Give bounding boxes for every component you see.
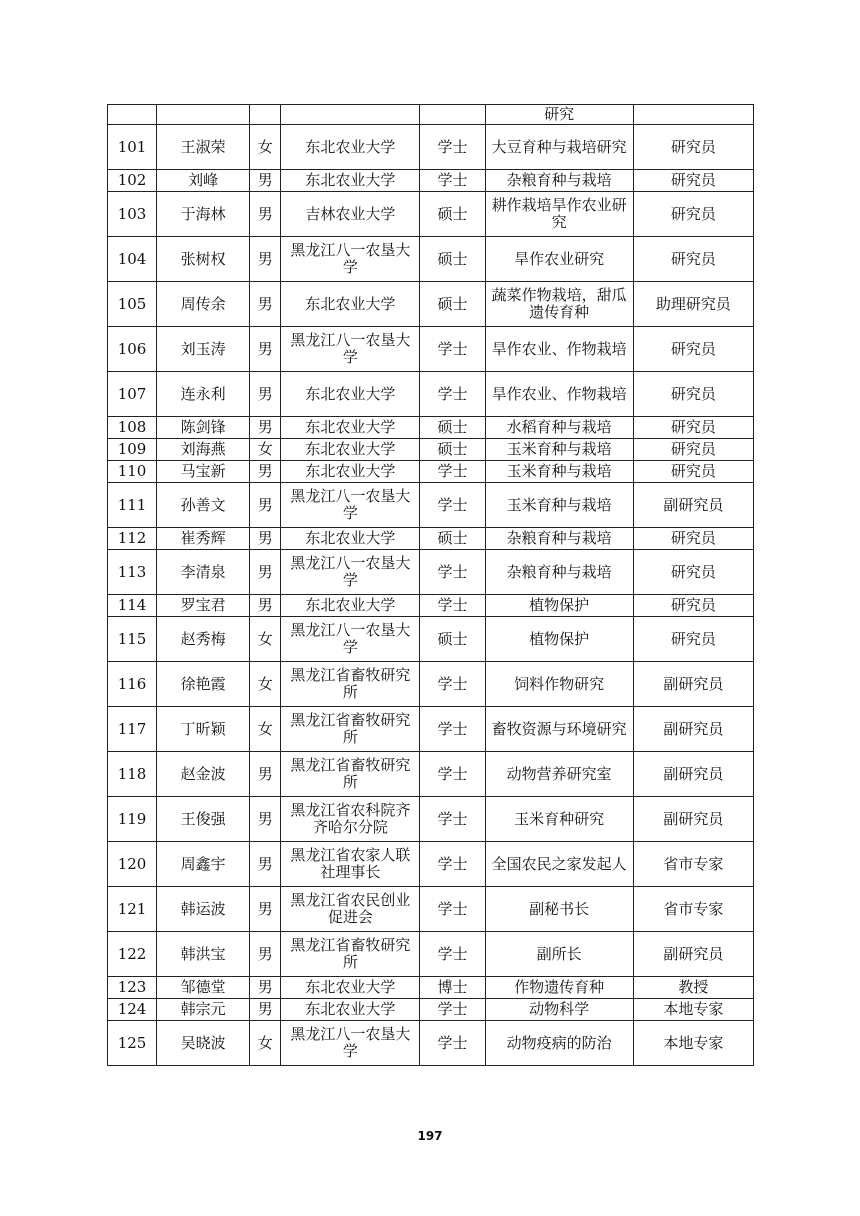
degree-cell: 学士 bbox=[420, 327, 485, 372]
school-cell: 东北农业大学 bbox=[281, 170, 420, 192]
no-cell: 110 bbox=[108, 461, 157, 483]
name-cell: 徐艳霞 bbox=[157, 662, 250, 707]
gender-cell: 男 bbox=[250, 999, 281, 1021]
research-cell: 全国农民之家发起人 bbox=[485, 842, 633, 887]
no-cell: 118 bbox=[108, 752, 157, 797]
name-cell: 邹德堂 bbox=[157, 977, 250, 999]
gender-cell: 男 bbox=[250, 797, 281, 842]
research-cell: 动物营养研究室 bbox=[485, 752, 633, 797]
title-cell bbox=[633, 105, 753, 125]
title-cell: 副研究员 bbox=[633, 707, 753, 752]
table-row bbox=[108, 932, 754, 977]
school-cell: 东北农业大学 bbox=[281, 372, 420, 417]
title-cell: 研究员 bbox=[633, 417, 753, 439]
name-cell: 陈剑锋 bbox=[157, 417, 250, 439]
title-cell: 研究员 bbox=[633, 461, 753, 483]
school-cell: 黑龙江八一农垦大学 bbox=[281, 1021, 420, 1066]
school-cell: 黑龙江省农民创业促进会 bbox=[281, 887, 420, 932]
no-cell: 103 bbox=[108, 192, 157, 237]
degree-cell: 学士 bbox=[420, 372, 485, 417]
title-cell: 省市专家 bbox=[633, 842, 753, 887]
school-cell: 东北农业大学 bbox=[281, 461, 420, 483]
table-row bbox=[108, 372, 754, 417]
research-cell: 植物保护 bbox=[485, 617, 633, 662]
school-cell: 东北农业大学 bbox=[281, 977, 420, 999]
research-cell: 耕作栽培旱作农业研究 bbox=[485, 192, 633, 237]
gender-cell: 男 bbox=[250, 192, 281, 237]
no-cell: 125 bbox=[108, 1021, 157, 1066]
no-cell: 119 bbox=[108, 797, 157, 842]
research-cell: 大豆育种与栽培研究 bbox=[485, 125, 633, 170]
table-row bbox=[108, 999, 754, 1021]
school-cell: 东北农业大学 bbox=[281, 999, 420, 1021]
research-cell: 畜牧资源与环境研究 bbox=[485, 707, 633, 752]
no-cell: 107 bbox=[108, 372, 157, 417]
table-row bbox=[108, 842, 754, 887]
no-cell: 109 bbox=[108, 439, 157, 461]
degree-cell: 硕士 bbox=[420, 528, 485, 550]
name-cell: 周传余 bbox=[157, 282, 250, 327]
title-cell: 副研究员 bbox=[633, 662, 753, 707]
title-cell: 研究员 bbox=[633, 192, 753, 237]
school-cell: 东北农业大学 bbox=[281, 125, 420, 170]
degree-cell: 学士 bbox=[420, 125, 485, 170]
school-cell: 东北农业大学 bbox=[281, 439, 420, 461]
research-cell: 研究 bbox=[485, 105, 633, 125]
name-cell: 刘峰 bbox=[157, 170, 250, 192]
school-cell: 黑龙江八一农垦大学 bbox=[281, 327, 420, 372]
no-cell: 122 bbox=[108, 932, 157, 977]
no-cell: 106 bbox=[108, 327, 157, 372]
no-cell: 116 bbox=[108, 662, 157, 707]
name-cell: 韩洪宝 bbox=[157, 932, 250, 977]
title-cell: 本地专家 bbox=[633, 999, 753, 1021]
school-cell: 黑龙江省畜牧研究所 bbox=[281, 662, 420, 707]
research-cell: 杂粮育种与栽培 bbox=[485, 550, 633, 595]
no-cell: 117 bbox=[108, 707, 157, 752]
gender-cell: 女 bbox=[250, 439, 281, 461]
table-row bbox=[108, 707, 754, 752]
degree-cell: 学士 bbox=[420, 662, 485, 707]
research-cell: 玉米育种与栽培 bbox=[485, 439, 633, 461]
no-cell: 108 bbox=[108, 417, 157, 439]
school-cell: 东北农业大学 bbox=[281, 595, 420, 617]
table-row bbox=[108, 327, 754, 372]
no-cell: 105 bbox=[108, 282, 157, 327]
degree-cell: 学士 bbox=[420, 932, 485, 977]
title-cell: 副研究员 bbox=[633, 932, 753, 977]
no-cell: 123 bbox=[108, 977, 157, 999]
gender-cell: 男 bbox=[250, 528, 281, 550]
research-cell: 动物疫病的防治 bbox=[485, 1021, 633, 1066]
school-cell: 黑龙江八一农垦大学 bbox=[281, 550, 420, 595]
no-cell: 104 bbox=[108, 237, 157, 282]
name-cell: 连永利 bbox=[157, 372, 250, 417]
school-cell: 东北农业大学 bbox=[281, 417, 420, 439]
table-row bbox=[108, 170, 754, 192]
title-cell: 研究员 bbox=[633, 550, 753, 595]
school-cell: 黑龙江省畜牧研究所 bbox=[281, 932, 420, 977]
research-cell: 玉米育种与栽培 bbox=[485, 461, 633, 483]
degree-cell: 学士 bbox=[420, 887, 485, 932]
table-row-continued bbox=[108, 105, 754, 125]
title-cell: 研究员 bbox=[633, 237, 753, 282]
research-cell: 副所长 bbox=[485, 932, 633, 977]
research-cell: 作物遗传育种 bbox=[485, 977, 633, 999]
research-cell: 植物保护 bbox=[485, 595, 633, 617]
school-cell: 黑龙江八一农垦大学 bbox=[281, 483, 420, 528]
table-row bbox=[108, 417, 754, 439]
degree-cell: 硕士 bbox=[420, 617, 485, 662]
table-row bbox=[108, 282, 754, 327]
gender-cell: 男 bbox=[250, 887, 281, 932]
name-cell: 王淑荣 bbox=[157, 125, 250, 170]
gender-cell: 男 bbox=[250, 842, 281, 887]
table-row bbox=[108, 977, 754, 999]
expert-roster-table bbox=[107, 104, 754, 1066]
table-row bbox=[108, 439, 754, 461]
gender-cell: 女 bbox=[250, 617, 281, 662]
name-cell: 崔秀辉 bbox=[157, 528, 250, 550]
research-cell: 玉米育种与栽培 bbox=[485, 483, 633, 528]
name-cell: 刘海燕 bbox=[157, 439, 250, 461]
table-row bbox=[108, 237, 754, 282]
table-row bbox=[108, 887, 754, 932]
name-cell: 于海林 bbox=[157, 192, 250, 237]
gender-cell: 男 bbox=[250, 417, 281, 439]
name-cell: 赵金波 bbox=[157, 752, 250, 797]
no-cell: 121 bbox=[108, 887, 157, 932]
no-cell: 101 bbox=[108, 125, 157, 170]
degree-cell: 硕士 bbox=[420, 417, 485, 439]
name-cell: 孙善文 bbox=[157, 483, 250, 528]
no-cell: 112 bbox=[108, 528, 157, 550]
school-cell: 东北农业大学 bbox=[281, 282, 420, 327]
title-cell: 研究员 bbox=[633, 125, 753, 170]
research-cell: 旱作农业、作物栽培 bbox=[485, 327, 633, 372]
title-cell: 研究员 bbox=[633, 617, 753, 662]
title-cell: 研究员 bbox=[633, 327, 753, 372]
research-cell: 饲料作物研究 bbox=[485, 662, 633, 707]
table-row bbox=[108, 461, 754, 483]
gender-cell: 男 bbox=[250, 595, 281, 617]
degree-cell: 硕士 bbox=[420, 439, 485, 461]
degree-cell: 学士 bbox=[420, 595, 485, 617]
gender-cell: 男 bbox=[250, 327, 281, 372]
no-cell: 114 bbox=[108, 595, 157, 617]
research-cell: 副秘书长 bbox=[485, 887, 633, 932]
roster-body bbox=[108, 105, 754, 1066]
name-cell: 张树权 bbox=[157, 237, 250, 282]
title-cell: 教授 bbox=[633, 977, 753, 999]
degree-cell: 学士 bbox=[420, 999, 485, 1021]
table-row bbox=[108, 192, 754, 237]
gender-cell: 男 bbox=[250, 237, 281, 282]
degree-cell: 学士 bbox=[420, 483, 485, 528]
school-cell: 吉林农业大学 bbox=[281, 192, 420, 237]
gender-cell: 男 bbox=[250, 170, 281, 192]
title-cell: 研究员 bbox=[633, 439, 753, 461]
table-row bbox=[108, 617, 754, 662]
school-cell: 黑龙江省畜牧研究所 bbox=[281, 752, 420, 797]
no-cell: 120 bbox=[108, 842, 157, 887]
degree-cell: 硕士 bbox=[420, 282, 485, 327]
table-row bbox=[108, 797, 754, 842]
degree-cell: 学士 bbox=[420, 550, 485, 595]
title-cell: 研究员 bbox=[633, 170, 753, 192]
title-cell: 副研究员 bbox=[633, 797, 753, 842]
gender-cell: 女 bbox=[250, 125, 281, 170]
degree-cell: 学士 bbox=[420, 797, 485, 842]
no-cell: 111 bbox=[108, 483, 157, 528]
school-cell: 东北农业大学 bbox=[281, 528, 420, 550]
degree-cell: 学士 bbox=[420, 461, 485, 483]
table-row bbox=[108, 662, 754, 707]
no-cell: 102 bbox=[108, 170, 157, 192]
table-row bbox=[108, 1021, 754, 1066]
no-cell: 113 bbox=[108, 550, 157, 595]
gender-cell: 男 bbox=[250, 461, 281, 483]
degree-cell: 学士 bbox=[420, 752, 485, 797]
gender-cell: 男 bbox=[250, 483, 281, 528]
degree-cell: 学士 bbox=[420, 842, 485, 887]
name-cell: 周鑫宇 bbox=[157, 842, 250, 887]
gender-cell: 男 bbox=[250, 752, 281, 797]
research-cell: 动物科学 bbox=[485, 999, 633, 1021]
degree-cell: 学士 bbox=[420, 1021, 485, 1066]
no-cell bbox=[108, 105, 157, 125]
gender-cell: 女 bbox=[250, 1021, 281, 1066]
school-cell: 黑龙江省农家人联社理事长 bbox=[281, 842, 420, 887]
title-cell: 研究员 bbox=[633, 372, 753, 417]
name-cell: 丁昕颖 bbox=[157, 707, 250, 752]
title-cell: 本地专家 bbox=[633, 1021, 753, 1066]
gender-cell: 男 bbox=[250, 977, 281, 999]
school-cell: 黑龙江省农科院齐齐哈尔分院 bbox=[281, 797, 420, 842]
name-cell: 罗宝君 bbox=[157, 595, 250, 617]
school-cell bbox=[281, 105, 420, 125]
name-cell: 韩运波 bbox=[157, 887, 250, 932]
research-cell: 旱作农业、作物栽培 bbox=[485, 372, 633, 417]
title-cell: 副研究员 bbox=[633, 752, 753, 797]
gender-cell: 男 bbox=[250, 550, 281, 595]
name-cell: 马宝新 bbox=[157, 461, 250, 483]
title-cell: 助理研究员 bbox=[633, 282, 753, 327]
degree-cell: 学士 bbox=[420, 707, 485, 752]
no-cell: 124 bbox=[108, 999, 157, 1021]
name-cell: 王俊强 bbox=[157, 797, 250, 842]
research-cell: 杂粮育种与栽培 bbox=[485, 528, 633, 550]
school-cell: 黑龙江八一农垦大学 bbox=[281, 617, 420, 662]
page-number: 197 bbox=[417, 1129, 443, 1143]
title-cell: 研究员 bbox=[633, 595, 753, 617]
research-cell: 玉米育种研究 bbox=[485, 797, 633, 842]
name-cell: 韩宗元 bbox=[157, 999, 250, 1021]
degree-cell: 学士 bbox=[420, 170, 485, 192]
title-cell: 省市专家 bbox=[633, 887, 753, 932]
gender-cell: 男 bbox=[250, 932, 281, 977]
name-cell: 吴晓波 bbox=[157, 1021, 250, 1066]
gender-cell: 男 bbox=[250, 372, 281, 417]
research-cell: 杂粮育种与栽培 bbox=[485, 170, 633, 192]
school-cell: 黑龙江省畜牧研究所 bbox=[281, 707, 420, 752]
degree-cell: 硕士 bbox=[420, 192, 485, 237]
name-cell bbox=[157, 105, 250, 125]
table-row bbox=[108, 550, 754, 595]
table-row bbox=[108, 595, 754, 617]
degree-cell: 博士 bbox=[420, 977, 485, 999]
degree-cell bbox=[420, 105, 485, 125]
gender-cell bbox=[250, 105, 281, 125]
table-row bbox=[108, 483, 754, 528]
gender-cell: 女 bbox=[250, 707, 281, 752]
no-cell: 115 bbox=[108, 617, 157, 662]
table-row bbox=[108, 752, 754, 797]
table-row bbox=[108, 125, 754, 170]
research-cell: 水稻育种与栽培 bbox=[485, 417, 633, 439]
name-cell: 李清泉 bbox=[157, 550, 250, 595]
name-cell: 刘玉涛 bbox=[157, 327, 250, 372]
title-cell: 研究员 bbox=[633, 528, 753, 550]
research-cell: 蔬菜作物栽培，甜瓜遗传育种 bbox=[485, 282, 633, 327]
degree-cell: 硕士 bbox=[420, 237, 485, 282]
title-cell: 副研究员 bbox=[633, 483, 753, 528]
table-row bbox=[108, 528, 754, 550]
gender-cell: 女 bbox=[250, 662, 281, 707]
name-cell: 赵秀梅 bbox=[157, 617, 250, 662]
gender-cell: 男 bbox=[250, 282, 281, 327]
research-cell: 旱作农业研究 bbox=[485, 237, 633, 282]
school-cell: 黑龙江八一农垦大学 bbox=[281, 237, 420, 282]
